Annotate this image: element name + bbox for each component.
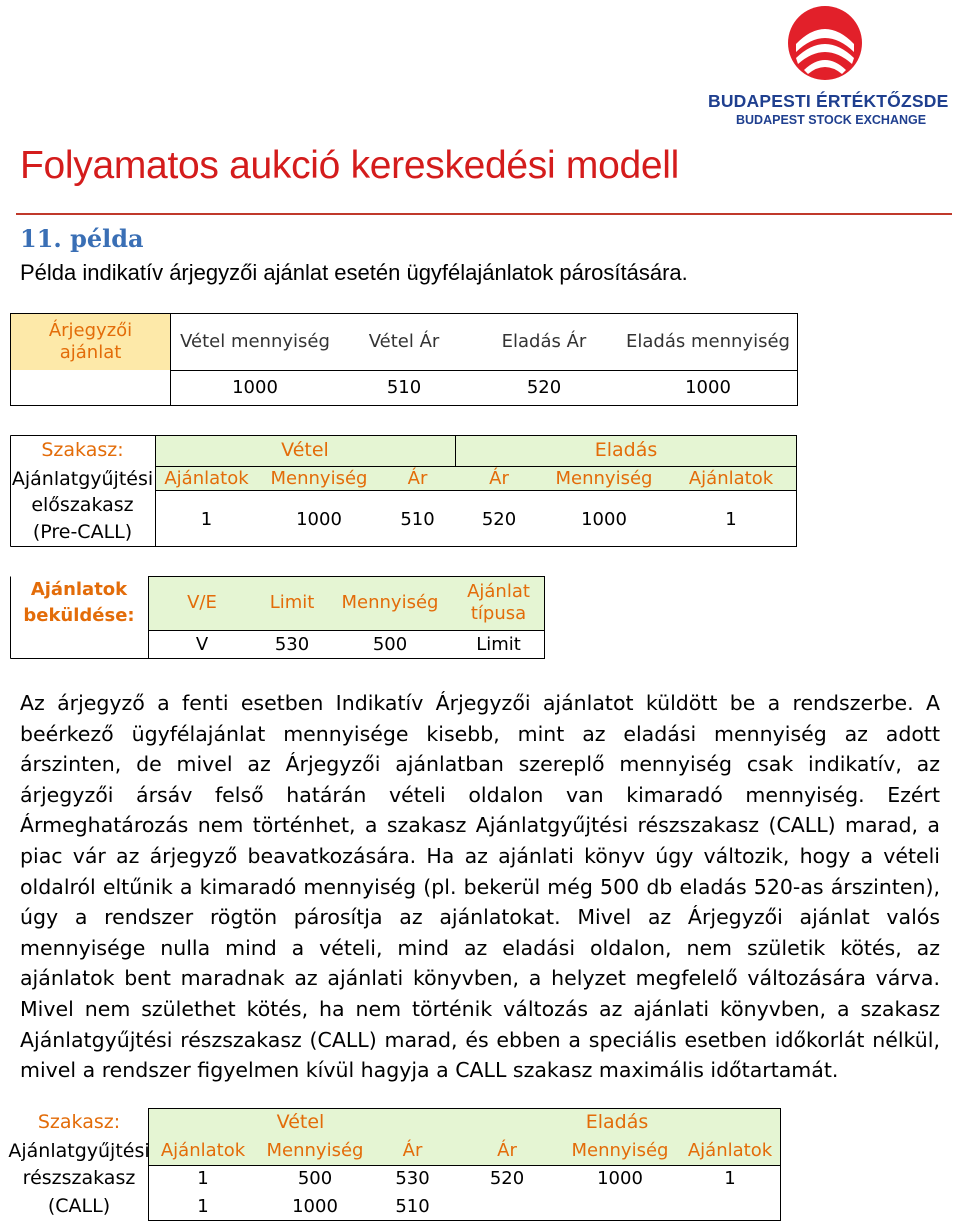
book1-cell: 510 (400, 508, 435, 530)
mm-quote-header: Eladás Ár (501, 330, 587, 352)
mm-quote-value: 520 (526, 376, 562, 398)
mm-quote-header: Vétel mennyiség (180, 330, 330, 352)
book2-cell: 1000 (292, 1195, 338, 1217)
mm-quote-label: Árjegyzői ajánlat (11, 314, 170, 370)
book2-cell: 1000 (597, 1167, 643, 1189)
book1-cell: 1 (200, 508, 213, 530)
orders-cell: 530 (274, 633, 310, 655)
book2-cell: 520 (489, 1167, 525, 1189)
example-label: 11. példa (20, 224, 144, 253)
book2-sell-label: Eladás (585, 1111, 649, 1134)
orders-header: Mennyiség (341, 591, 439, 613)
book2-cell: 530 (395, 1167, 430, 1189)
book2-section-label: Szakasz: (37, 1111, 121, 1134)
orders-header: Ajánlat típusa (467, 580, 530, 624)
book1-cell: 1000 (581, 508, 627, 530)
book2-cell: 1 (724, 1167, 736, 1189)
book1-col-header: Ár (407, 468, 428, 490)
book1-cell: 1 (725, 508, 737, 530)
orders-label: beküldése: (23, 605, 135, 627)
book2-phase-label: (CALL) (47, 1195, 111, 1218)
book1-col-header: Mennyiség (555, 468, 653, 490)
book1-col-header: Ajánlatok (164, 468, 249, 490)
orders-cell: 500 (372, 633, 408, 655)
book1-cell: 520 (481, 508, 517, 530)
book2-cell: 510 (395, 1195, 430, 1217)
book2-cell: 1 (197, 1167, 209, 1189)
book2-col-header: Ajánlatok (687, 1140, 773, 1162)
book2-buy-label: Vétel (276, 1111, 325, 1134)
book2-col-header: Ajánlatok (160, 1140, 246, 1162)
book2-phase-label: részszakasz (22, 1167, 136, 1190)
book1-col-header: Ajánlatok (688, 468, 774, 490)
mm-quote-header: Vétel Ár (368, 330, 440, 352)
book2-cell: 1 (197, 1195, 209, 1217)
book2-col-header: Ár (402, 1140, 423, 1162)
book1-cell: 1000 (296, 508, 342, 530)
orders-cell: Limit (476, 633, 521, 655)
book2-cell: 500 (297, 1167, 333, 1189)
orders-header: V/E (187, 591, 217, 613)
book1-buy-label: Vétel (281, 438, 329, 461)
book1-phase-label: Ajánlatgyűjtési (11, 467, 154, 490)
mm-quote-value: 1000 (232, 376, 278, 398)
orders-header: Limit (269, 591, 315, 613)
book1-phase-label: (Pre-CALL) (32, 521, 133, 544)
book1-col-header: Mennyiség (270, 468, 368, 490)
orders-cell: V (195, 633, 209, 655)
mm-quote-value: 510 (386, 376, 422, 398)
book2-col-header: Mennyiség (571, 1140, 669, 1162)
subtitle: Példa indikatív árjegyzői ajánlat esetén ügyfélajánlatok párosítására. (20, 260, 688, 285)
book1-sell-label: Eladás (594, 438, 658, 461)
explanation-paragraph: Az árjegyző a fenti esetben Indikatív Árjegyzői ajánlatot küldött be a rendszerbe. A beérkező ügyfélajánlat mennyisége kisebb, mint az eladási mennyiség az adott árszinten, de mivel az Árjegyzői ajánlatban szereplő mennyiség csak indikatív, az árjegyzői ársáv felső határán vételi oldalon van kimaradó mennyiség. Ezért Ármeghatározás nem történhet, a szakasz Ajánlatgyűjtési részszakasz (CALL) marad, a piac vár az árjegyző beavatkozására. Ha az ajánlati könyv úgy változik, hogy a vételi oldalról eltűnik a kimaradó mennyiség (pl. bekerül még 500 db eladás 520-as árszinten), úgy a rendszer rögtön párosítja az ajánlatokat. Mivel az Árjegyzői ajánlat valós mennyisége nulla mind a vételi, mind az eladási oldalon, nem születik kötés, az ajánlatok bent maradnak az ajánlati könyvben, a helyzet megfelelő változására várva. Mivel nem születhet kötés, ha nem történik változás az ajánlati könyvben, a szakasz Ajánlatgyűjtési részszakasz (CALL) marad, és ebben a speciális esetben időkorlát nélkül, mivel a rendszer figyelmen kívül hagyja a CALL szakasz maximális időtartamát. (20, 691, 940, 1083)
logo-subname: BUDAPEST STOCK EXCHANGE (736, 113, 927, 127)
book2-phase-label: Ajánlatgyűjtési (8, 1139, 150, 1162)
mm-quote-value: 1000 (685, 376, 731, 398)
book1-section-label: Szakasz: (41, 438, 124, 461)
mm-quote-header: Eladás mennyiség (626, 330, 790, 352)
book2-col-header: Ár (497, 1140, 517, 1162)
page-title: Folyamatos aukció kereskedési modell (20, 144, 679, 187)
logo-name: BUDAPESTI ÉRTÉKTŐZSDE (708, 91, 949, 111)
book2-col-header: Mennyiség (266, 1140, 364, 1162)
book1-col-header: Ár (489, 468, 509, 490)
book1-phase-label: előszakasz (31, 494, 134, 517)
orders-label: Ajánlatok (30, 578, 128, 600)
